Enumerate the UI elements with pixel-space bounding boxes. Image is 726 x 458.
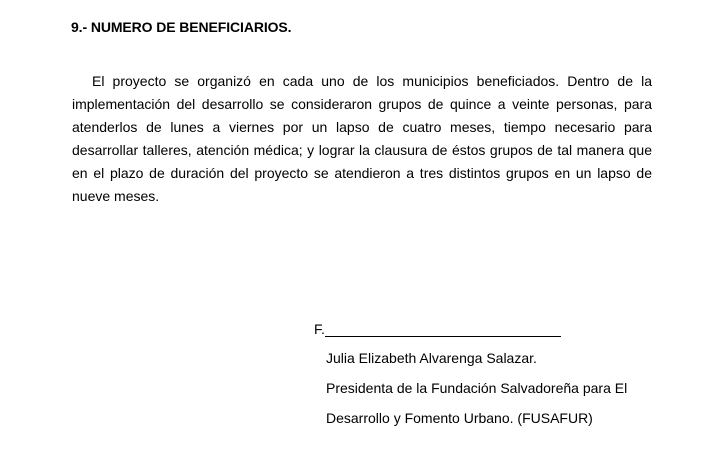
signatory-title-line-1: Presidenta de la Fundación Salvadoreña para El <box>326 380 628 396</box>
signature-underline <box>325 322 561 337</box>
body-paragraph: El proyecto se organizó en cada uno de los municipios beneficiados. Dentro de la implementación del desarrollo se consideraron grupos de quince a veinte personas, para atenderlos de lunes a viernes por un lapso de cuatro meses, tiempo necesario para desarrollar talleres, atención médica; y lograr la clausura de éstos grupos de tal manera que en el plazo de duración del proyecto se atendieron a tres distintos grupos en un lapso de nueve meses. <box>72 73 652 204</box>
signature-block <box>314 317 694 433</box>
signature-line <box>314 317 694 337</box>
signatory-title-line-2: Desarrollo y Fomento Urbano. (FUSAFUR) <box>326 410 593 426</box>
signature-details <box>326 343 694 433</box>
signature-prefix: F. <box>314 321 325 337</box>
signatory-name: Julia Elizabeth Alvarenga Salazar. <box>326 350 537 366</box>
section-heading: 9.- NUMERO DE BENEFICIARIOS. <box>71 19 292 35</box>
